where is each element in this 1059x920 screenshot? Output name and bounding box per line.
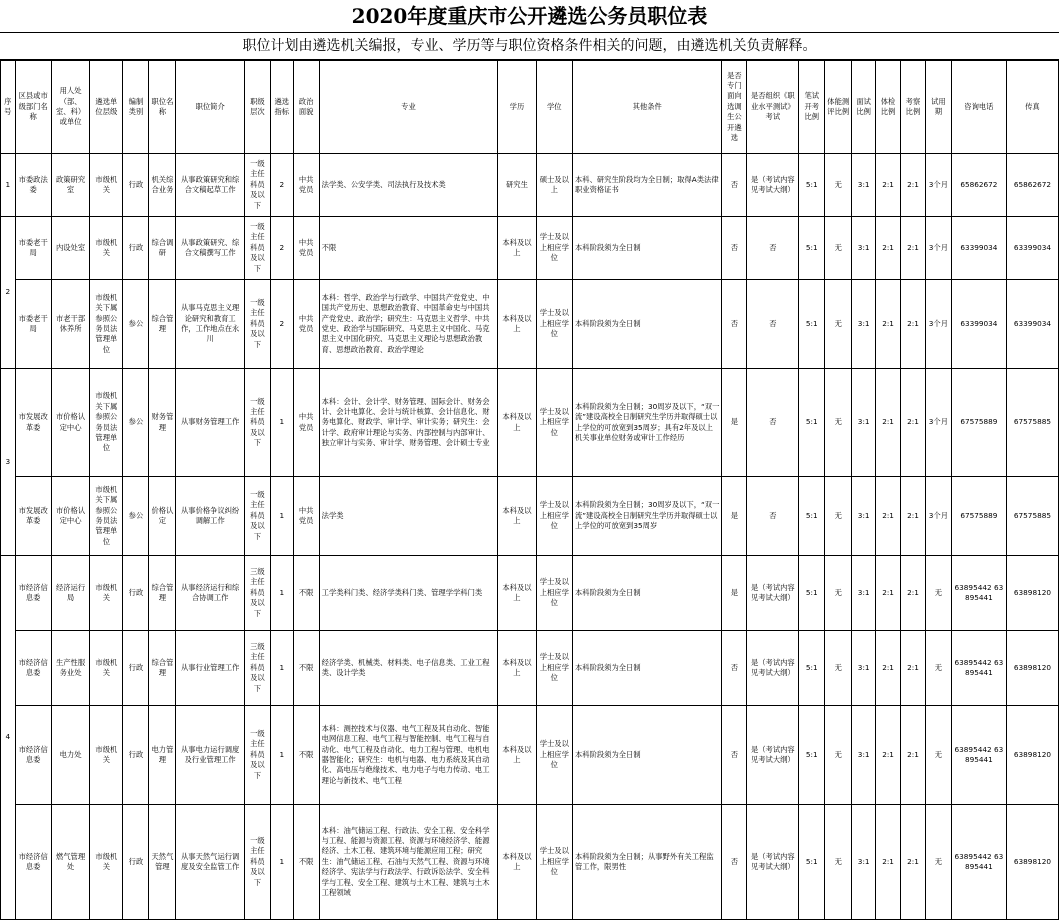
table-row [1, 217, 1059, 280]
exam-cell: 是（考试内容见考试大纲） [747, 154, 799, 217]
fax-cell: 63399034 [1006, 217, 1058, 280]
major-cell: 不限 [319, 217, 498, 280]
header-cell: 编制类别 [123, 61, 149, 154]
table-row [1, 280, 1059, 369]
fitness-ratio-cell: 无 [825, 805, 852, 920]
education-cell: 研究生 [498, 154, 536, 217]
written-ratio-cell: 5:1 [799, 706, 825, 805]
medical-ratio-cell: 2:1 [876, 556, 901, 631]
position-cell: 天然气管理 [149, 805, 176, 920]
phone-cell: 67575889 [951, 369, 1006, 477]
phone-cell: 63895442 63895441 [951, 631, 1006, 706]
other-cell: 本科阶段须为全日制 [572, 631, 722, 706]
inspection-ratio-cell: 2:1 [901, 154, 926, 217]
probation-cell: 3个月 [925, 217, 951, 280]
header-cell: 专业 [319, 61, 498, 154]
department-cell: 市经济信息委 [15, 556, 51, 631]
political-cell: 中共党员 [293, 369, 319, 477]
table-row [1, 154, 1059, 217]
fitness-ratio-cell: 无 [825, 631, 852, 706]
exam-cell: 否 [747, 369, 799, 477]
fitness-ratio-cell: 无 [825, 477, 852, 556]
major-cell: 法学类 [319, 477, 498, 556]
header-cell: 学历 [498, 61, 536, 154]
description-cell: 从事电力运行调度及行业管理工作 [176, 706, 245, 805]
staffing-cell: 行政 [123, 805, 149, 920]
fitness-ratio-cell: 无 [825, 154, 852, 217]
interview-ratio-cell: 3:1 [852, 280, 876, 369]
rank-cell: 一级主任科员及以下 [244, 154, 270, 217]
table-row [1, 556, 1059, 631]
description-cell: 从事行业管理工作 [176, 631, 245, 706]
rank-cell: 一级主任科员及以下 [244, 217, 270, 280]
exam-cell: 否 [747, 217, 799, 280]
inspection-ratio-cell: 2:1 [901, 280, 926, 369]
rank-cell: 一级主任科员及以下 [244, 477, 270, 556]
degree-cell: 学士及以上相应学位 [536, 805, 572, 920]
education-cell: 本科及以上 [498, 477, 536, 556]
written-ratio-cell: 5:1 [799, 154, 825, 217]
group-number: 2 [1, 217, 16, 369]
fitness-ratio-cell: 无 [825, 217, 852, 280]
major-cell: 法学类、公安学类、司法执行及技术类 [319, 154, 498, 217]
interview-ratio-cell: 3:1 [852, 556, 876, 631]
probation-cell: 无 [925, 706, 951, 805]
political-cell: 中共党员 [293, 217, 319, 280]
degree-cell: 学士及以上相应学位 [536, 280, 572, 369]
position-cell: 综合管理 [149, 280, 176, 369]
xuandiao-cell: 否 [722, 217, 747, 280]
degree-cell: 学士及以上相应学位 [536, 706, 572, 805]
fax-cell: 63898120 [1006, 631, 1058, 706]
probation-cell: 3个月 [925, 154, 951, 217]
header-cell: 用人处（部、室、科）或单位 [51, 61, 89, 154]
page-subtitle: 职位计划由遴选机关编报，专业、学历等与职位资格条件相关的问题，由遴选机关负责解释。 [0, 33, 1059, 60]
header-cell: 体能测评比例 [825, 61, 852, 154]
major-cell: 经济学类、机械类、材料类、电子信息类、工业工程类、设计学类 [319, 631, 498, 706]
fax-cell: 65862672 [1006, 154, 1058, 217]
political-cell: 不限 [293, 556, 319, 631]
political-cell: 不限 [293, 631, 319, 706]
header-row [1, 61, 1059, 154]
unit-cell: 经济运行局 [51, 556, 89, 631]
header-cell: 遴选指标 [270, 61, 293, 154]
unit-cell: 电力处 [51, 706, 89, 805]
interview-ratio-cell: 3:1 [852, 217, 876, 280]
interview-ratio-cell: 3:1 [852, 369, 876, 477]
rank-cell: 一级主任科员及以下 [244, 369, 270, 477]
department-cell: 市经济信息委 [15, 805, 51, 920]
description-cell: 从事天然气运行调度及安全监管工作 [176, 805, 245, 920]
fax-cell: 63898120 [1006, 706, 1058, 805]
department-cell: 市委政法委 [15, 154, 51, 217]
level-cell: 市级机关下属参照公务员法管理单位 [90, 280, 123, 369]
level-cell: 市级机关 [90, 154, 123, 217]
xuandiao-cell: 否 [722, 706, 747, 805]
probation-cell: 无 [925, 556, 951, 631]
written-ratio-cell: 5:1 [799, 805, 825, 920]
header-cell: 试用期 [925, 61, 951, 154]
header-cell: 遴选单位层级 [90, 61, 123, 154]
interview-ratio-cell: 3:1 [852, 631, 876, 706]
fax-cell: 67575885 [1006, 369, 1058, 477]
interview-ratio-cell: 3:1 [852, 706, 876, 805]
degree-cell: 学士及以上相应学位 [536, 631, 572, 706]
inspection-ratio-cell: 2:1 [901, 217, 926, 280]
xuandiao-cell: 否 [722, 154, 747, 217]
table-row [1, 631, 1059, 706]
header-cell: 其他条件 [572, 61, 722, 154]
header-cell: 笔试开考比例 [799, 61, 825, 154]
xuandiao-cell: 否 [722, 280, 747, 369]
probation-cell: 无 [925, 631, 951, 706]
unit-cell: 政策研究室 [51, 154, 89, 217]
education-cell: 本科及以上 [498, 805, 536, 920]
description-cell: 从事马克思主义理论研究和教育工作，工作地点在永川 [176, 280, 245, 369]
exam-cell: 否 [747, 280, 799, 369]
group-number: 1 [1, 154, 16, 217]
education-cell: 本科及以上 [498, 631, 536, 706]
position-cell: 电力管理 [149, 706, 176, 805]
major-cell: 本科：油气储运工程、行政法、安全工程、安全科学与工程、能源与资源工程、资源与环境经济学、能源经济、土木工程、建筑环境与能源应用工程；研究生：油气储运工程、石油与天然气工程、资源与环境经济学、宪法学与行政法学、行政诉讼法学、安全科学与工程、安全工程、建筑与土木工程、建筑与土木工程领域 [319, 805, 498, 920]
major-cell: 工学类科门类、经济学类科门类、管理学学科门类 [319, 556, 498, 631]
header-cell: 职位简介 [176, 61, 245, 154]
inspection-ratio-cell: 2:1 [901, 631, 926, 706]
inspection-ratio-cell: 2:1 [901, 706, 926, 805]
phone-cell: 67575889 [951, 477, 1006, 556]
written-ratio-cell: 5:1 [799, 631, 825, 706]
fitness-ratio-cell: 无 [825, 280, 852, 369]
probation-cell: 3个月 [925, 280, 951, 369]
xuandiao-cell: 否 [722, 631, 747, 706]
education-cell: 本科及以上 [498, 706, 536, 805]
interview-ratio-cell: 3:1 [852, 477, 876, 556]
level-cell: 市级机关 [90, 805, 123, 920]
fax-cell: 63898120 [1006, 805, 1058, 920]
unit-cell: 生产性服务业处 [51, 631, 89, 706]
political-cell: 不限 [293, 706, 319, 805]
unit-cell: 市价格认定中心 [51, 369, 89, 477]
header-cell: 是否组织《职业水平测试》考试 [747, 61, 799, 154]
interview-ratio-cell: 3:1 [852, 154, 876, 217]
description-cell: 从事政策研究和综合文稿起草工作 [176, 154, 245, 217]
quota-cell: 1 [270, 369, 293, 477]
xuandiao-cell: 是 [722, 477, 747, 556]
medical-ratio-cell: 2:1 [876, 706, 901, 805]
unit-cell: 市价格认定中心 [51, 477, 89, 556]
department-cell: 市委老干局 [15, 217, 51, 280]
phone-cell: 65862672 [951, 154, 1006, 217]
probation-cell: 3个月 [925, 369, 951, 477]
written-ratio-cell: 5:1 [799, 280, 825, 369]
group-number: 4 [1, 556, 16, 920]
other-cell: 本科阶段须为全日制 [572, 280, 722, 369]
medical-ratio-cell: 2:1 [876, 369, 901, 477]
quota-cell: 1 [270, 706, 293, 805]
political-cell: 中共党员 [293, 477, 319, 556]
other-cell: 本科阶段须为全日制；30周岁及以下，“双一流”建设高校全日制研究生学历并取得硕士以上学位的可放宽到35周岁；具有2年及以上机关事业单位财务或审计工作经历 [572, 369, 722, 477]
exam-cell: 否 [747, 477, 799, 556]
medical-ratio-cell: 2:1 [876, 217, 901, 280]
staffing-cell: 参公 [123, 477, 149, 556]
position-cell: 综合管理 [149, 631, 176, 706]
inspection-ratio-cell: 2:1 [901, 477, 926, 556]
department-cell: 市发展改革委 [15, 477, 51, 556]
header-cell: 面试比例 [852, 61, 876, 154]
unit-cell: 燃气管理处 [51, 805, 89, 920]
position-cell: 价格认定 [149, 477, 176, 556]
staffing-cell: 参公 [123, 280, 149, 369]
phone-cell: 63895442 63895441 [951, 556, 1006, 631]
unit-cell: 市老干部休养所 [51, 280, 89, 369]
table-row [1, 369, 1059, 477]
header-cell: 传真 [1006, 61, 1058, 154]
header-cell: 咨询电话 [951, 61, 1006, 154]
staffing-cell: 行政 [123, 631, 149, 706]
header-cell: 是否专门面向选调生公开遴选 [722, 61, 747, 154]
other-cell: 本科阶段须为全日制 [572, 706, 722, 805]
position-cell: 综合调研 [149, 217, 176, 280]
header-cell: 政治面貌 [293, 61, 319, 154]
education-cell: 本科及以上 [498, 556, 536, 631]
rank-cell: 一级主任科员及以下 [244, 280, 270, 369]
staffing-cell: 行政 [123, 706, 149, 805]
major-cell: 本科：哲学、政治学与行政学、中国共产党党史、中国共产党历史、思想政治教育、中国革命史与中国共产党党史、政治学；研究生：马克思主义哲学、中共党史、政治学与国际研究、马克思主义中国化、马克思主义中国化研究、马克思主义理论与思想政治教育、思想政治教育、政治学理论 [319, 280, 498, 369]
staffing-cell: 行政 [123, 217, 149, 280]
education-cell: 本科及以上 [498, 280, 536, 369]
department-cell: 市委老干局 [15, 280, 51, 369]
position-cell: 综合管理 [149, 556, 176, 631]
header-cell: 学位 [536, 61, 572, 154]
group-number: 3 [1, 369, 16, 556]
written-ratio-cell: 5:1 [799, 477, 825, 556]
exam-cell: 是（考试内容见考试大纲） [747, 556, 799, 631]
rank-cell: 一级主任科员及以下 [244, 706, 270, 805]
written-ratio-cell: 5:1 [799, 369, 825, 477]
exam-cell: 是（考试内容见考试大纲） [747, 631, 799, 706]
degree-cell: 硕士及以上 [536, 154, 572, 217]
political-cell: 不限 [293, 805, 319, 920]
table-row [1, 477, 1059, 556]
fax-cell: 63399034 [1006, 280, 1058, 369]
header-cell: 序号 [1, 61, 16, 154]
interview-ratio-cell: 3:1 [852, 805, 876, 920]
other-cell: 本科阶段须为全日制；30周岁及以下，“双一流”建设高校全日制研究生学历并取得硕士以上学位的可放宽到35周岁 [572, 477, 722, 556]
phone-cell: 63895442 63895441 [951, 706, 1006, 805]
other-cell: 本科阶段须为全日制 [572, 556, 722, 631]
political-cell: 中共党员 [293, 154, 319, 217]
rank-cell: 一级主任科员及以下 [244, 805, 270, 920]
degree-cell: 学士及以上相应学位 [536, 556, 572, 631]
xuandiao-cell: 是 [722, 556, 747, 631]
department-cell: 市经济信息委 [15, 631, 51, 706]
degree-cell: 学士及以上相应学位 [536, 217, 572, 280]
education-cell: 本科及以上 [498, 217, 536, 280]
medical-ratio-cell: 2:1 [876, 280, 901, 369]
probation-cell: 无 [925, 805, 951, 920]
phone-cell: 63399034 [951, 217, 1006, 280]
quota-cell: 2 [270, 154, 293, 217]
quota-cell: 2 [270, 217, 293, 280]
other-cell: 本科、研究生阶段均为全日制；取得A类法律职业资格证书 [572, 154, 722, 217]
table-row [1, 706, 1059, 805]
header-cell: 体检比例 [876, 61, 901, 154]
medical-ratio-cell: 2:1 [876, 477, 901, 556]
exam-cell: 是（考试内容见考试大纲） [747, 805, 799, 920]
major-cell: 本科：会计、会计学、财务管理、国际会计、财务会计、会计电算化、会计与统计核算、会计信息化、财务电算化、财政学、审计学、审计实务；研究生：会计学、政府审计理论与实务、内部控制与内部审计、独立审计与实务、审计学、财务管理、会计硕士专业 [319, 369, 498, 477]
rank-cell: 三级主任科员及以下 [244, 631, 270, 706]
phone-cell: 63895442 63895441 [951, 805, 1006, 920]
description-cell: 从事价格争议纠纷调解工作 [176, 477, 245, 556]
quota-cell: 1 [270, 631, 293, 706]
positions-table [0, 60, 1059, 920]
degree-cell: 学士及以上相应学位 [536, 369, 572, 477]
header-cell: 职级层次 [244, 61, 270, 154]
header-cell: 考察比例 [901, 61, 926, 154]
fax-cell: 63898120 [1006, 556, 1058, 631]
fitness-ratio-cell: 无 [825, 369, 852, 477]
major-cell: 本科：测控技术与仪器、电气工程及其自动化、智能电网信息工程、电气工程与智能控制、电气工程与自动化、电气工程及自动化、电力工程与管理、电机电器智能化；研究生：电机与电器、电力系统及其自动化、高电压与绝缘技术、电力电子与电力传动、电工理论与新技术、电气工程 [319, 706, 498, 805]
inspection-ratio-cell: 2:1 [901, 805, 926, 920]
medical-ratio-cell: 2:1 [876, 631, 901, 706]
description-cell: 从事经济运行和综合协调工作 [176, 556, 245, 631]
table-row [1, 805, 1059, 920]
other-cell: 本科阶段须为全日制 [572, 217, 722, 280]
position-cell: 财务管理 [149, 369, 176, 477]
degree-cell: 学士及以上相应学位 [536, 477, 572, 556]
fitness-ratio-cell: 无 [825, 556, 852, 631]
xuandiao-cell: 是 [722, 369, 747, 477]
page-title: 2020年度重庆市公开遴选公务员职位表 [0, 0, 1059, 33]
position-cell: 机关综合业务 [149, 154, 176, 217]
written-ratio-cell: 5:1 [799, 556, 825, 631]
level-cell: 市级机关 [90, 217, 123, 280]
unit-cell: 内设处室 [51, 217, 89, 280]
quota-cell: 2 [270, 280, 293, 369]
staffing-cell: 参公 [123, 369, 149, 477]
staffing-cell: 行政 [123, 154, 149, 217]
department-cell: 市发展改革委 [15, 369, 51, 477]
political-cell: 中共党员 [293, 280, 319, 369]
header-cell: 职位名称 [149, 61, 176, 154]
xuandiao-cell: 否 [722, 805, 747, 920]
quota-cell: 1 [270, 477, 293, 556]
probation-cell: 3个月 [925, 477, 951, 556]
department-cell: 市经济信息委 [15, 706, 51, 805]
inspection-ratio-cell: 2:1 [901, 369, 926, 477]
fitness-ratio-cell: 无 [825, 706, 852, 805]
rank-cell: 三级主任科员及以下 [244, 556, 270, 631]
written-ratio-cell: 5:1 [799, 217, 825, 280]
phone-cell: 63399034 [951, 280, 1006, 369]
exam-cell: 是（考试内容见考试大纲） [747, 706, 799, 805]
medical-ratio-cell: 2:1 [876, 805, 901, 920]
level-cell: 市级机关下属参照公务员法管理单位 [90, 477, 123, 556]
medical-ratio-cell: 2:1 [876, 154, 901, 217]
staffing-cell: 行政 [123, 556, 149, 631]
header-cell: 区县或市级部门名称 [15, 61, 51, 154]
inspection-ratio-cell: 2:1 [901, 556, 926, 631]
education-cell: 本科及以上 [498, 369, 536, 477]
level-cell: 市级机关 [90, 631, 123, 706]
other-cell: 本科阶段须为全日制；从事野外有关工程监管工作，限男性 [572, 805, 722, 920]
quota-cell: 1 [270, 556, 293, 631]
description-cell: 从事政策研究、综合文稿撰写工作 [176, 217, 245, 280]
description-cell: 从事财务管理工作 [176, 369, 245, 477]
level-cell: 市级机关 [90, 556, 123, 631]
level-cell: 市级机关下属参照公务员法管理单位 [90, 369, 123, 477]
level-cell: 市级机关 [90, 706, 123, 805]
fax-cell: 67575885 [1006, 477, 1058, 556]
quota-cell: 1 [270, 805, 293, 920]
